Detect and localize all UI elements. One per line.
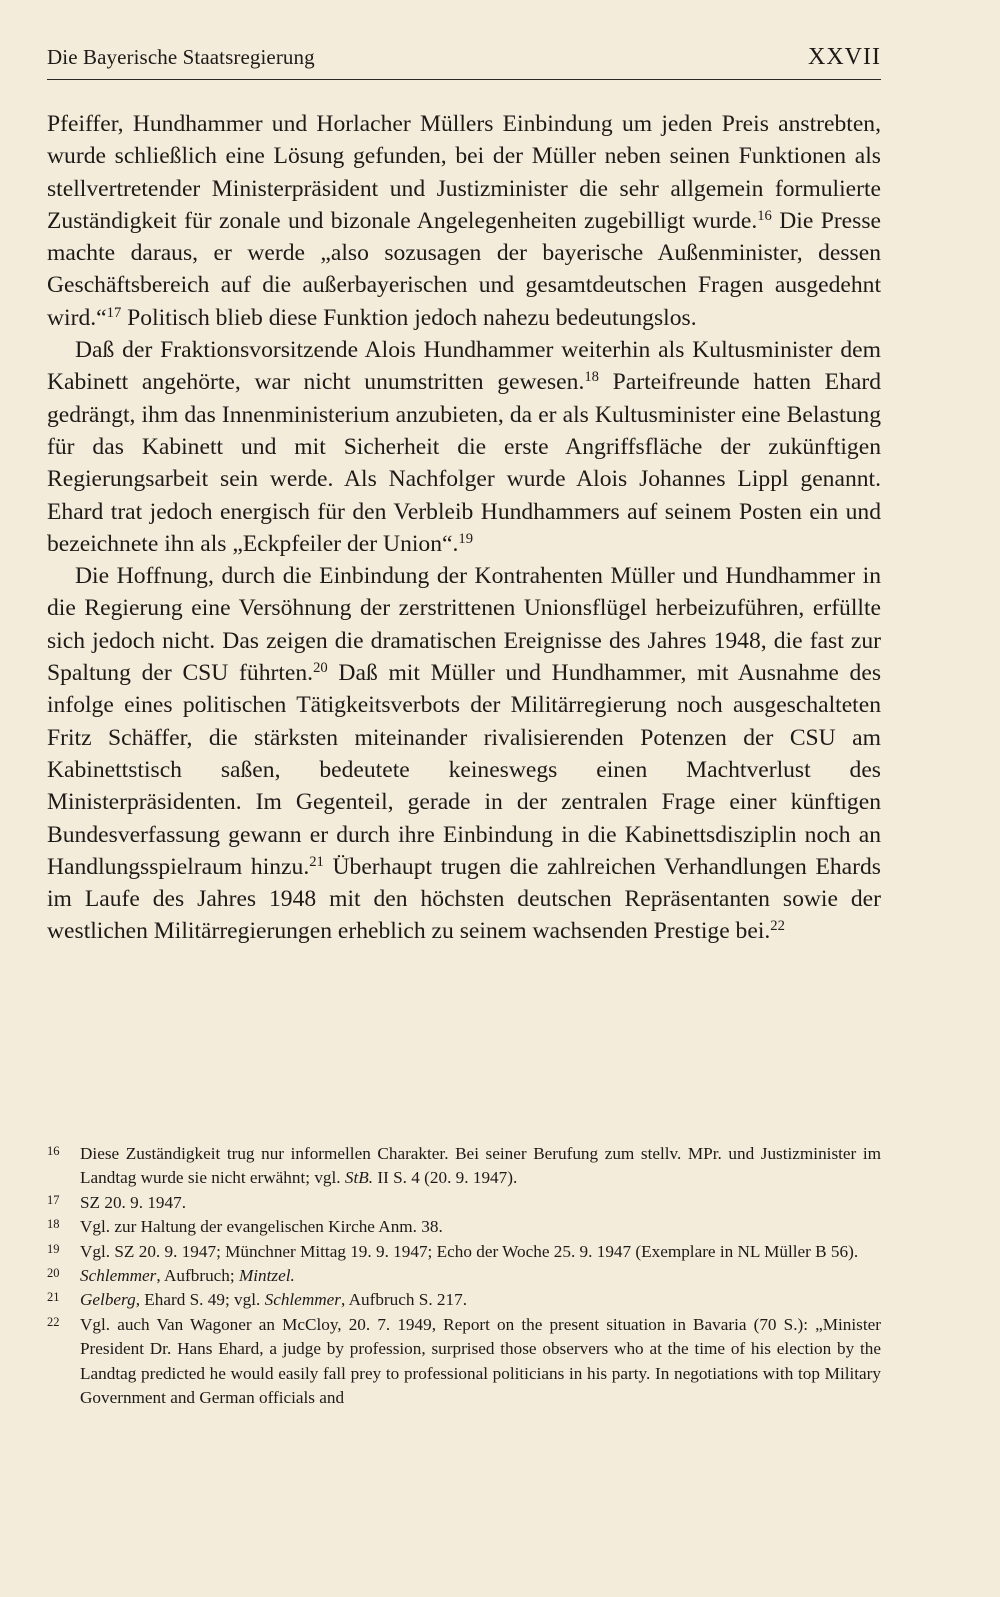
footnote-reference: 19 xyxy=(458,530,474,547)
footnote-text-segment: , Ehard S. 49; vgl. xyxy=(135,1290,265,1310)
footnote-text xyxy=(80,1264,881,1288)
paragraph-text: Politisch blieb diese Funktion jedoch nahezu bedeutungslos. xyxy=(121,304,697,331)
footnote-text-segment: Vgl. zur Haltung der evangelischen Kirche Anm. 38. xyxy=(80,1217,443,1237)
paragraph-text: Die Presse machte daraus, er werde „also sozusagen der bayerische Außenminister, dessen Geschäftsbereich auf die außerbayerischen und gesamtdeutschen Fragen ausgedehnt wird.“ xyxy=(47,207,881,331)
footnote-number: 17 xyxy=(47,1192,60,1207)
footnote-number: 18 xyxy=(47,1217,60,1232)
footnote-text xyxy=(80,1313,881,1411)
footnote-text xyxy=(80,1288,881,1312)
page-number: XXVII xyxy=(808,44,881,70)
cited-author: Gelberg xyxy=(80,1290,136,1310)
footnote xyxy=(47,1288,881,1312)
footnote xyxy=(47,1191,881,1215)
footnote-number: 16 xyxy=(47,1144,60,1158)
footnote-text-segment: SZ 20. 9. 1947. xyxy=(80,1192,186,1212)
footnote-number: 22 xyxy=(47,1314,60,1329)
footnote-number: 21 xyxy=(47,1290,60,1305)
footnote-text xyxy=(80,1215,881,1239)
footnote-number: 19 xyxy=(47,1241,60,1256)
footnote-text-segment: Diese Zuständigkeit trug nur informellen Charakter. Bei seiner Berufung zum stellv. MPr. und Justizminister im Landtag wurde sie nicht erwähnt; vgl. xyxy=(80,1144,881,1188)
footnote-text xyxy=(80,1142,881,1191)
paragraph-text: Parteifreunde hatten Ehard gedrängt, ihm das Innenministerium anzubieten, da er als Kultusminister eine Belastung für das Kabinett und mit Sicherheit die erste Angriffsfläche der zukünftigen Regierungsarbeit sein werde. Als Nachfolger wurde Alois Johannes Lippl genannt. Ehard trat jedoch energisch für den Verbleib Hundhammers auf seinem Posten ein und bezeichnete ihn als „Eckpfeiler der Union“. xyxy=(47,369,881,557)
footnote-text-segment: II S. 4 (20. 9. 1947). xyxy=(373,1168,518,1188)
footnote-text-segment: , Aufbruch S. 217. xyxy=(340,1290,468,1310)
footnote-text xyxy=(80,1240,881,1264)
cited-author: StB. xyxy=(344,1168,374,1188)
footnotes xyxy=(47,1142,881,1410)
footnote-text xyxy=(80,1191,881,1215)
header-rule xyxy=(47,79,881,80)
footnote xyxy=(47,1240,881,1264)
body-paragraph xyxy=(47,334,881,560)
footnote-reference: 21 xyxy=(309,853,324,870)
footnote xyxy=(47,1313,881,1411)
footnote-reference: 16 xyxy=(757,207,772,224)
footnote-reference: 17 xyxy=(106,304,122,321)
running-title: Die Bayerische Staatsregierung xyxy=(47,45,315,69)
footnote xyxy=(47,1264,881,1288)
cited-author: Mintzel. xyxy=(238,1266,295,1286)
paragraph-text: Daß mit Müller und Hundhammer, mit Ausnahme des infolge eines politischen Tätigkeitsverbots der Militärregierung noch ausgeschalteten Fritz Schäffer, die stärksten miteinander rivalisierenden Potenzen der CSU am Kabinettstisch saßen, bedeutete keineswegs einen Machtverlust des Ministerpräsidenten. Im Gegenteil, gerade in der zentralen Frage einer künftigen Bundesverfassung gewann er durch ihre Einbindung in die Kabinettsdisziplin noch an Handlungsspielraum hinzu. xyxy=(47,660,882,880)
footnote-reference: 20 xyxy=(313,660,328,676)
footnote-text-segment: Vgl. auch Van Wagoner an McCloy, 20. 7. 1949, Report on the present situation in Bavaria (70 S.): „Minister President Dr. Hans Ehard, a judge by profession, surprised those observers who at the time of his election by the Landtag predicted he would easily fall prey to professional politicians in his party. In negotiations with top Military Government and German officials and xyxy=(80,1314,881,1408)
cited-author: Schlemmer xyxy=(80,1266,157,1286)
footnote xyxy=(47,1215,881,1239)
footnote-reference: 18 xyxy=(584,369,599,386)
running-header xyxy=(47,44,881,71)
paragraph-text: Daß der Fraktionsvorsitzende Alois Hundhammer weiterhin als Kultusminister dem Kabinett angehörte, war nicht unumstritten gewesen. xyxy=(47,337,881,396)
footnote-text-segment: Vgl. SZ 20. 9. 1947; Münchner Mittag 19. 9. 1947; Echo der Woche 25. 9. 1947 (Exemplare in NL Müller B 56). xyxy=(80,1241,859,1261)
cited-author: Schlemmer xyxy=(264,1290,341,1310)
footnote-reference: 22 xyxy=(770,918,785,935)
body-paragraph xyxy=(47,560,881,948)
footnote-text-segment: , Aufbruch; xyxy=(156,1266,239,1286)
body-text xyxy=(47,108,881,948)
paragraph-text: Die Hoffnung, durch die Einbindung der Kontrahenten Müller und Hundhammer in die Regierung eine Versöhnung der zerstrittenen Unionsflügel herbeizuführen, erfüllte sich jedoch nicht. Das zeigen die dramatischen Ereignisse des Jahres 1948, die fast zur Spaltung der CSU führten. xyxy=(47,563,881,687)
footnote xyxy=(47,1142,881,1191)
paragraph-text: Pfeiffer, Hundhammer und Horlacher Müllers Einbindung um jeden Preis anstrebten, wurde schließlich eine Lösung gefunden, bei der Müller neben seinen Funktionen als stellvertretender Ministerpräsident und Justizminister die sehr allgemein formulierte Zuständigkeit für zonale und bizonale Angelegenheiten zugebilligt wurde. xyxy=(47,111,881,234)
paragraph-text: Überhaupt trugen die zahlreichen Verhandlungen Ehards im Laufe des Jahres 1948 mit den höchsten deutschen Repräsentanten sowie der westlichen Militärregierungen erheblich zu seinem wachsenden Prestige bei. xyxy=(47,853,881,945)
footnote-number: 20 xyxy=(47,1266,60,1281)
body-paragraph xyxy=(47,108,881,334)
